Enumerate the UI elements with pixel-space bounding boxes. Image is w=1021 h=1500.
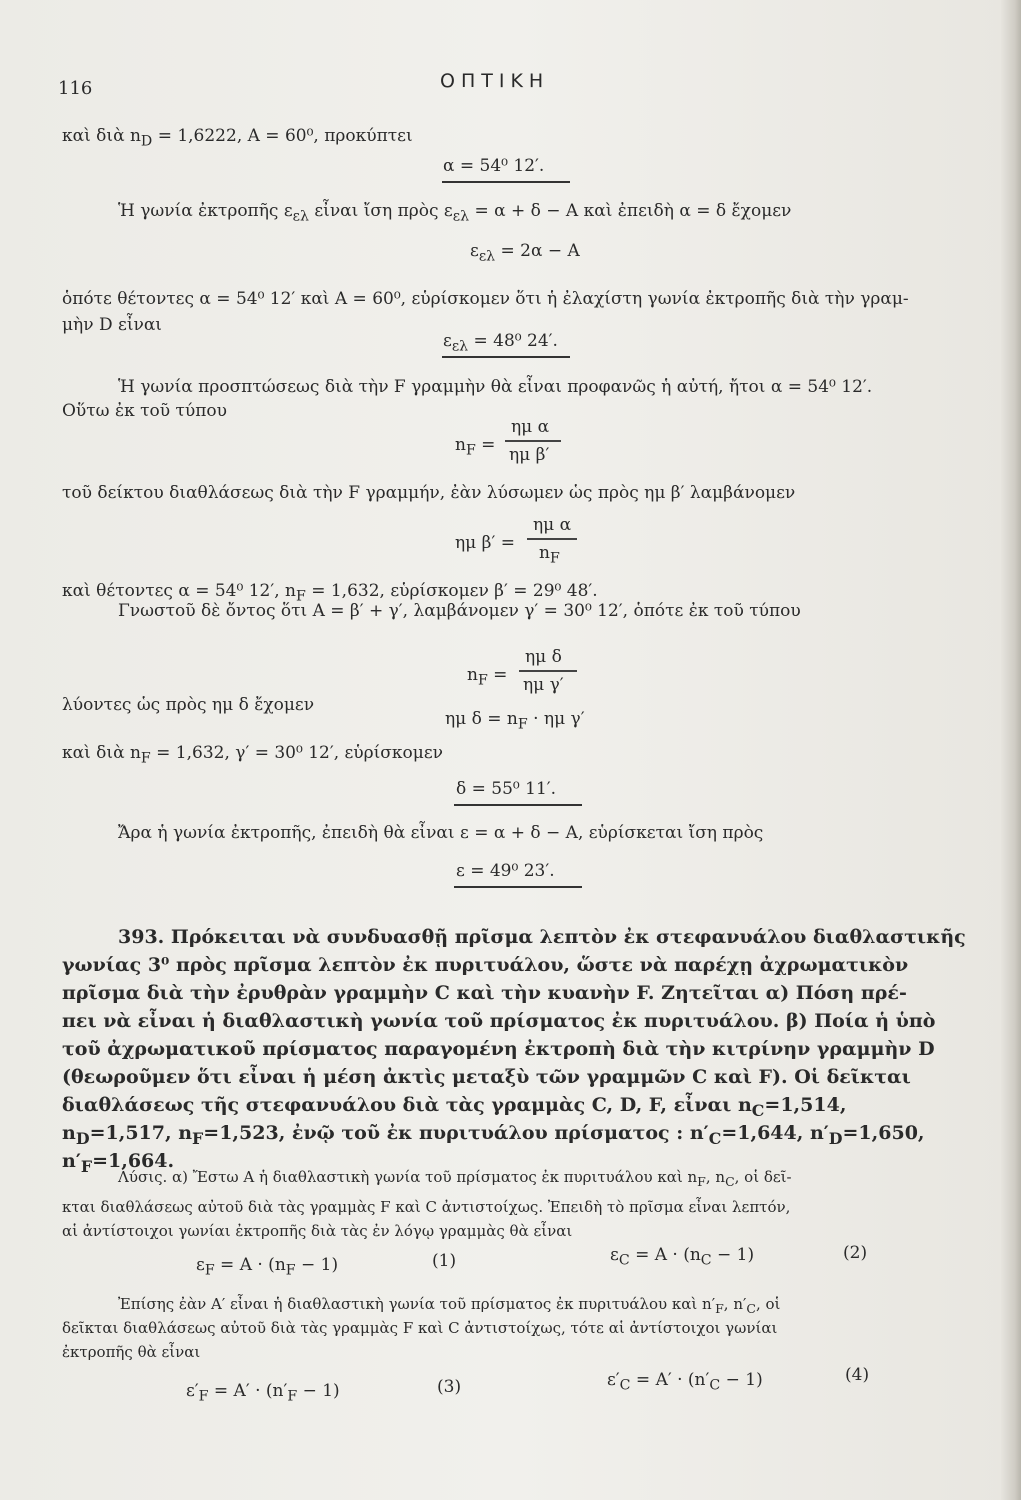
fraction-denominator: ημ γ′: [523, 675, 564, 695]
result-underline: [442, 181, 570, 183]
text-span: = 2α − A: [500, 241, 580, 261]
text-line: Γνωστοῦ δὲ ὄντος ὅτι A = β′ + γ′, λαμβάνομεν γ′ = 30⁰ 12′, ὁπότε ἐκ τοῦ τύπου: [118, 601, 801, 621]
text-span: =1,517, n: [89, 1122, 193, 1144]
subscript: F: [80, 1156, 93, 1176]
equation-number: (4): [845, 1365, 870, 1385]
text-line: Ἄρα ἡ γωνία ἐκτροπῆς, ἐπειδὴ θὰ εἶναι ε = α + δ − A, εὑρίσκεται ἴση πρὸς: [118, 823, 764, 843]
subscript: F: [517, 716, 528, 733]
text-span: = α + δ − A καὶ ἐπειδὴ α = δ ἔχομεν: [474, 201, 792, 221]
text-span: ημ δ = n: [445, 709, 518, 729]
text-span: = A · (n: [220, 1255, 286, 1275]
text-line: ὁπότε θέτοντες α = 54⁰ 12′ καὶ A = 60⁰, εὑρίσκομεν ὅτι ἡ ἐλαχίστη γωνία ἐκτροπῆς διὰ τὴν γραμ-: [62, 289, 909, 309]
text-span: , n: [705, 1168, 726, 1186]
equation: [470, 240, 580, 267]
text-span: = A′ · (n′: [213, 1381, 288, 1401]
text-line: [118, 200, 791, 227]
subscript: F: [198, 1388, 209, 1405]
result-equation: α = 54⁰ 12′.: [443, 156, 545, 176]
text-span: ε′: [186, 1381, 199, 1401]
equation: [186, 1380, 340, 1407]
subscript: F: [295, 588, 306, 605]
subscript: F: [549, 550, 560, 567]
fraction-denominator: [539, 542, 560, 569]
problem-line: πρῖσμα διὰ τὴν ἐρυθρὰν γραμμὴν C καὶ τὴν κυανὴν F. Ζητεῖται α) Πόση πρέ-: [62, 982, 907, 1004]
text-span: = 1,6222, A = 60⁰, προκύπτει: [157, 126, 413, 146]
text-span: Ἐπίσης ἐὰν A′ εἶναι ἡ διαθλαστικὴ γωνία τοῦ πρίσματος ἐκ πυριτυάλου καὶ n′: [118, 1295, 716, 1313]
text-span: = A · (n: [635, 1245, 701, 1265]
text-span: εἶναι ἴση πρὸς ε: [314, 201, 453, 221]
subscript: F: [204, 1262, 215, 1279]
text-line: Οὕτω ἐκ τοῦ τύπου: [62, 401, 227, 421]
equation: [607, 1369, 763, 1396]
subscript: C: [746, 1301, 756, 1316]
result-underline: [454, 886, 582, 888]
text-span: ε′: [607, 1370, 620, 1390]
subscript: ελ: [451, 338, 469, 355]
fraction-bar: [519, 670, 577, 672]
text-line: [62, 125, 413, 152]
subscript: F: [287, 1388, 298, 1405]
problem-line: πει νὰ εἶναι ἡ διαθλαστικὴ γωνία τοῦ πρίσματος ἐκ πυριτυάλου. β) Ποία ἡ ὑπὸ: [62, 1010, 936, 1032]
running-title: ΟΠΤΙΚΗ: [440, 70, 550, 92]
text-span: =1,664.: [92, 1150, 175, 1172]
subscript: F: [140, 750, 151, 767]
text-span: =1,650,: [842, 1122, 925, 1144]
problem-line: γωνίας 3⁰ πρὸς πρῖσμα λεπτὸν ἐκ πυριτυάλου, ὥστε νὰ παρέχῃ ἀχρωματικὸν: [62, 954, 909, 976]
text-span: καὶ διὰ n: [62, 126, 141, 146]
equation-number: (2): [843, 1243, 868, 1263]
subscript: ελ: [478, 248, 496, 265]
subscript: F: [715, 1301, 724, 1316]
equation-number: (1): [432, 1251, 457, 1271]
solution-line: ἐκτροπῆς θὰ εἶναι: [62, 1343, 201, 1361]
fraction-numerator: ημ α: [533, 515, 572, 535]
text-span: − 1): [302, 1381, 340, 1401]
text-span: , οἱ δεῖ-: [734, 1168, 792, 1186]
text-span: − 1): [725, 1370, 763, 1390]
text-span: = 1,632, εὑρίσκομεν β′ = 29⁰ 48′.: [311, 581, 598, 601]
text-line: τοῦ δείκτου διαθλάσεως διὰ τὴν F γραμμήν, ἐὰν λύσωμεν ὡς πρὸς ημ β′ λαμβάνομεν: [62, 483, 796, 503]
solution-line: [118, 1293, 780, 1320]
text-span: ε: [196, 1255, 205, 1275]
fraction-bar: [505, 440, 561, 442]
text-span: = A′ · (n′: [635, 1370, 710, 1390]
page-number: 116: [58, 78, 93, 99]
problem-line: [62, 1121, 925, 1151]
subscript: ελ: [452, 208, 470, 225]
subscript: F: [477, 672, 488, 689]
text-span: − 1): [301, 1255, 339, 1275]
text-span: καὶ θέτοντες α = 54⁰ 12′, n: [62, 581, 296, 601]
text-span: =1,514,: [764, 1094, 847, 1116]
subscript: C: [709, 1377, 721, 1394]
text-span: − 1): [717, 1245, 755, 1265]
solution-line: δεῖκται διαθλάσεως αὐτοῦ διὰ τὰς γραμμὰς F καὶ C ἀντιστοίχως, τότε αἱ ἀντίστοιχοι γωνίαι: [62, 1319, 778, 1337]
problem-line: (θεωροῦμεν ὅτι εἶναι ἡ μέση ἀκτὶς μεταξὺ τῶν γραμμῶν C καὶ F). Οἱ δεῖκται: [62, 1066, 911, 1088]
subscript: C: [751, 1100, 765, 1120]
text-line: [62, 742, 443, 769]
text-span: =1,523, ἐνῷ τοῦ ἐκ πυριτυάλου πρίσματος : n′: [203, 1122, 709, 1144]
subscript: ελ: [292, 208, 309, 225]
equation: [196, 1254, 338, 1281]
solution-line: κται διαθλάσεως αὐτοῦ διὰ τὰς γραμμὰς F καὶ C ἀντιστοίχως. Ἐπειδὴ τὸ πρῖσμα εἶναι λεπτόν,: [62, 1198, 791, 1216]
subscript: F: [697, 1174, 706, 1189]
subscript: F: [285, 1262, 296, 1279]
text-span: , οἱ: [755, 1295, 781, 1313]
problem-line: 393. Πρόκειται νὰ συνδυασθῇ πρῖσμα λεπτὸν ἐκ στεφανυάλου διαθλαστικῆς: [118, 926, 966, 948]
text-span: n: [467, 665, 478, 685]
fraction-numerator: ημ δ: [525, 647, 562, 667]
text-span: = 48⁰ 24′.: [473, 331, 558, 351]
text-span: διαθλάσεως τῆς στεφανυάλου διὰ τὰς γραμμὰς C, D, F, εἶναι n: [62, 1094, 752, 1116]
page-edge: [1001, 0, 1021, 1500]
problem-line: [62, 1093, 846, 1123]
subscript: D: [140, 133, 153, 150]
equation-number: (3): [437, 1377, 462, 1397]
text-span: ε: [443, 331, 452, 351]
result-equation: δ = 55⁰ 11′.: [456, 779, 557, 799]
fraction-denominator: ημ β′: [509, 445, 550, 465]
text-span: , n′: [723, 1295, 747, 1313]
subscript: C: [700, 1252, 712, 1269]
result-equation: ε = 49⁰ 23′.: [456, 861, 555, 881]
text-span: n′: [62, 1150, 81, 1172]
result-underline: [454, 804, 582, 806]
text-span: καὶ διὰ n: [62, 743, 141, 763]
text-line: λύοντες ὡς πρὸς ημ δ ἔχομεν: [62, 695, 315, 715]
fraction-lhs: $n_F$ =: [455, 435, 496, 459]
subscript: C: [618, 1252, 630, 1269]
problem-line: τοῦ ἀχρωματικοῦ πρίσματος παραγομένη ἐκτροπὴ διὰ τὴν κιτρίνην γραμμὴν D: [62, 1038, 935, 1060]
result-underline: [442, 356, 570, 358]
text-span: Ἡ γωνία ἐκτροπῆς ε: [118, 201, 293, 221]
text-span: n: [455, 435, 466, 455]
text-line: Ἡ γωνία προσπτώσεως διὰ τὴν F γραμμὴν θὰ εἶναι προφανῶς ἡ αὐτή, ἤτοι α = 54⁰ 12′.: [118, 377, 873, 397]
subscript: C: [708, 1128, 722, 1148]
text-span: · ημ γ′: [533, 709, 585, 729]
subscript: F: [465, 442, 476, 459]
text-span: n: [62, 1122, 76, 1144]
equation: [445, 708, 585, 735]
solution-line: [118, 1166, 792, 1193]
fraction-lhs: $n_F$ =: [467, 665, 508, 689]
subscript: D: [75, 1128, 90, 1148]
text-span: ε: [610, 1245, 619, 1265]
text-span: = 1,632, γ′ = 30⁰ 12′, εὑρίσκομεν: [156, 743, 443, 763]
equation: [610, 1244, 754, 1271]
solution-line: αἱ ἀντίστοιχοι γωνίαι ἐκτροπῆς διὰ τὰς ἐν λόγῳ γραμμὰς θὰ εἶναι: [62, 1222, 573, 1240]
text-line: μὴν D εἶναι: [62, 315, 162, 335]
fraction-bar: [527, 538, 577, 540]
text-span: =1,644, n′: [721, 1122, 829, 1144]
text-span: n: [539, 543, 550, 563]
result-equation: [443, 330, 558, 357]
subscript: C: [725, 1174, 735, 1189]
fraction-lhs: ημ β′ =: [455, 533, 515, 553]
subscript: D: [828, 1128, 843, 1148]
subscript: C: [619, 1377, 631, 1394]
text-span: Λύσις. α) Ἔστω A ἡ διαθλαστικὴ γωνία τοῦ πρίσματος ἐκ πυριτυάλου καὶ n: [118, 1168, 698, 1186]
text-span: ε: [470, 241, 479, 261]
fraction-numerator: ημ α: [511, 417, 550, 437]
subscript: F: [192, 1128, 204, 1148]
